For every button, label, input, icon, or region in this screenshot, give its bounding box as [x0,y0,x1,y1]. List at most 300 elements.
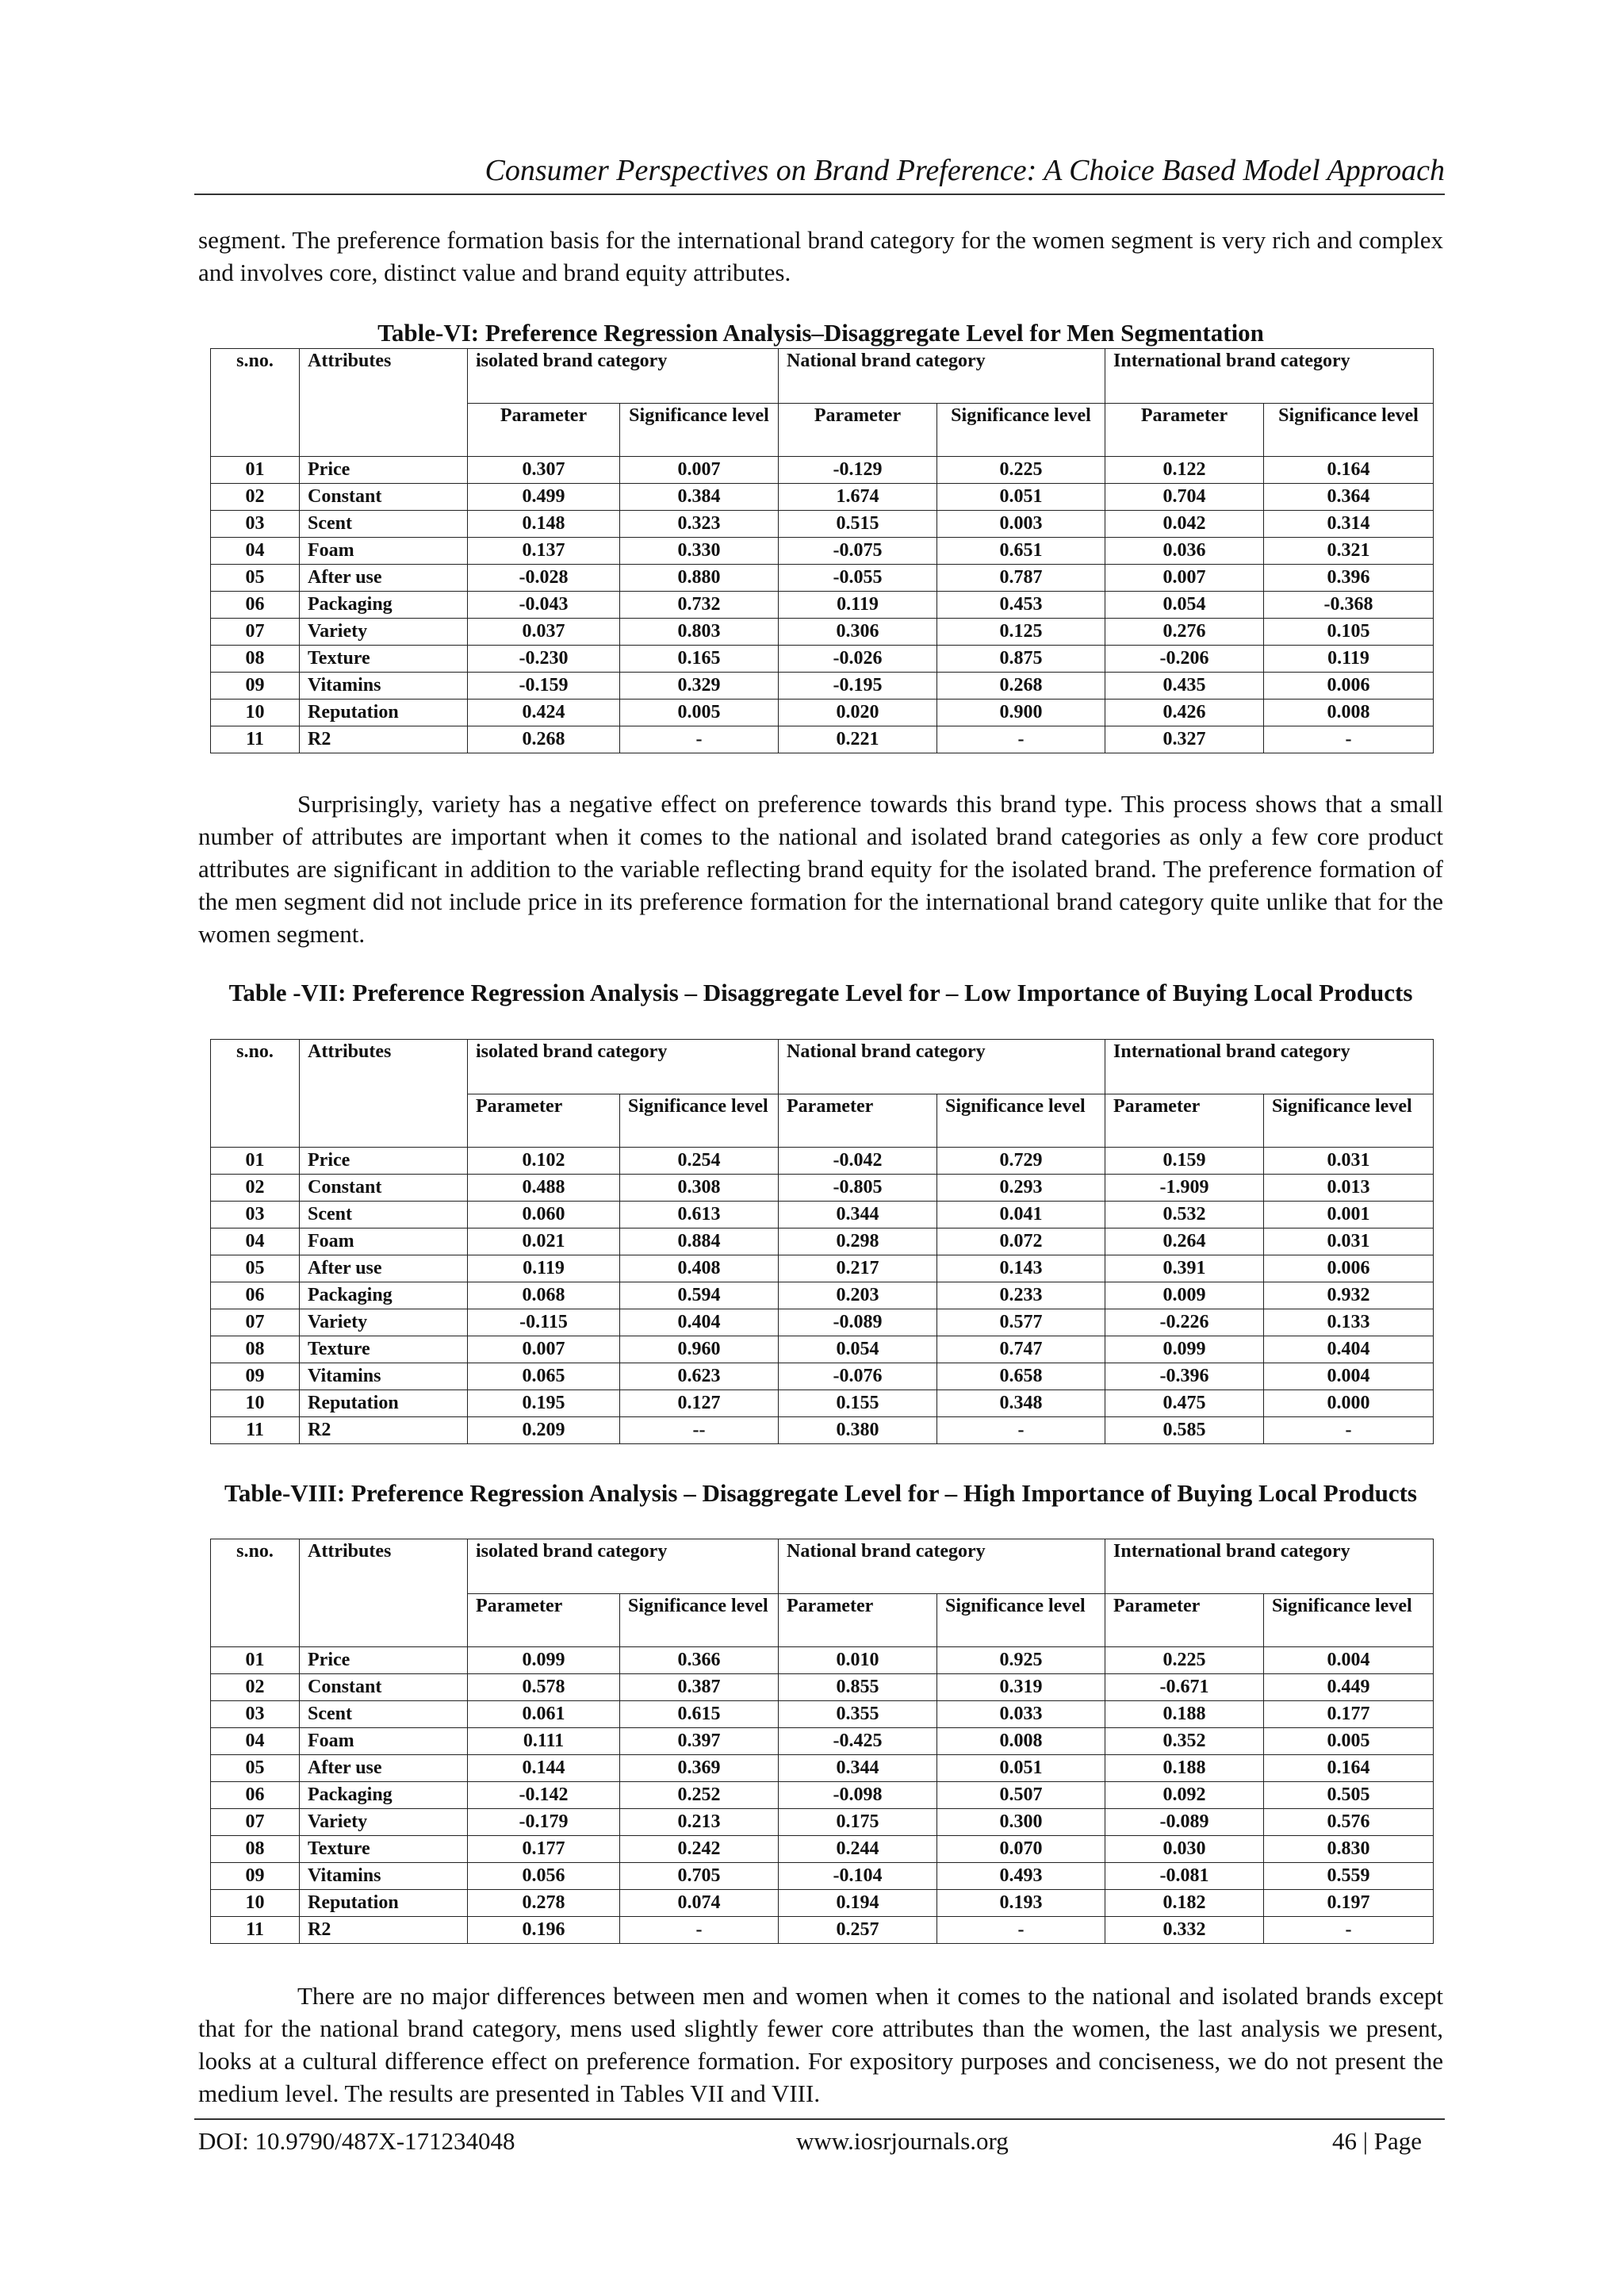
cell-attribute: After use [300,565,468,592]
cell-int-p: 0.042 [1105,511,1264,538]
table-row [211,538,1434,565]
cell-iso-s: 0.308 [620,1175,779,1202]
cell-iso-s: 0.007 [620,457,779,484]
cell-attribute: Packaging [300,1282,468,1309]
header-national-category: National brand category [779,1040,1105,1094]
cell-nat-p: 0.217 [779,1255,937,1282]
cell-iso-s: 0.404 [620,1309,779,1336]
cell-sno: 06 [211,1282,300,1309]
cell-int-s: 0.133 [1264,1309,1434,1336]
cell-nat-s: 0.875 [937,646,1105,673]
cell-sno: 04 [211,538,300,565]
cell-iso-p: 0.177 [468,1836,620,1863]
table-row [211,1175,1434,1202]
cell-int-p: 0.532 [1105,1202,1264,1228]
table-header-row [211,1539,1434,1594]
data-table [210,1039,1434,1444]
cell-sno: 10 [211,1390,300,1417]
cell-nat-s: 0.125 [937,619,1105,646]
cell-iso-s: 0.884 [620,1228,779,1255]
cell-nat-p: 0.203 [779,1282,937,1309]
cell-nat-s: 0.507 [937,1782,1105,1809]
cell-iso-p: 0.195 [468,1390,620,1417]
header-significance-level: Significance level [1264,404,1434,457]
cell-nat-s: 0.225 [937,457,1105,484]
table-row [211,1836,1434,1863]
cell-int-s: 0.197 [1264,1890,1434,1917]
cell-int-s: 0.164 [1264,457,1434,484]
table-row [211,646,1434,673]
cell-nat-s: 0.003 [937,511,1105,538]
cell-iso-p: 0.424 [468,700,620,726]
footer-page-number: 46 | Page [1332,2127,1422,2155]
cell-int-s: 0.001 [1264,1202,1434,1228]
cell-sno: 05 [211,1755,300,1782]
table-row [211,484,1434,511]
cell-sno: 05 [211,565,300,592]
cell-attribute: Variety [300,619,468,646]
header-sno: s.no. [211,349,300,457]
cell-nat-s: 0.651 [937,538,1105,565]
cell-iso-p: 0.037 [468,619,620,646]
cell-sno: 11 [211,1917,300,1944]
footer-website: www.iosrjournals.org [796,2127,1009,2155]
header-parameter: Parameter [468,404,620,457]
cell-nat-p: 0.010 [779,1647,937,1674]
cell-attribute: Foam [300,1728,468,1755]
paragraph-variety-discussion [198,788,1443,950]
header-parameter: Parameter [779,1594,937,1647]
cell-nat-p: 0.175 [779,1809,937,1836]
cell-int-p: 0.435 [1105,673,1264,700]
table-row [211,1728,1434,1755]
cell-sno: 01 [211,457,300,484]
cell-nat-s: 0.051 [937,1755,1105,1782]
header-parameter: Parameter [468,1594,620,1647]
cell-sno: 03 [211,1202,300,1228]
cell-int-s: 0.005 [1264,1728,1434,1755]
cell-int-p: 0.122 [1105,457,1264,484]
header-attributes: Attributes [300,1040,468,1148]
cell-int-p: 0.276 [1105,619,1264,646]
cell-int-p: 0.585 [1105,1417,1264,1444]
cell-nat-s: 0.319 [937,1674,1105,1701]
cell-nat-s: 0.577 [937,1309,1105,1336]
cell-nat-p: -0.075 [779,538,937,565]
cell-sno: 07 [211,1809,300,1836]
cell-nat-p: -0.805 [779,1175,937,1202]
cell-int-s: 0.031 [1264,1148,1434,1175]
cell-nat-p: 0.355 [779,1701,937,1728]
header-isolated-category: isolated brand category [468,349,779,404]
cell-iso-p: 0.065 [468,1363,620,1390]
cell-iso-p: 0.021 [468,1228,620,1255]
cell-sno: 09 [211,1363,300,1390]
cell-nat-s: 0.658 [937,1363,1105,1390]
cell-sno: 06 [211,592,300,619]
cell-int-s: 0.321 [1264,538,1434,565]
cell-attribute: Texture [300,1336,468,1363]
cell-iso-s: - [620,726,779,753]
header-attributes: Attributes [300,1539,468,1647]
table-row [211,1782,1434,1809]
cell-int-p: -0.396 [1105,1363,1264,1390]
cell-int-p: -0.089 [1105,1809,1264,1836]
cell-int-p: 0.475 [1105,1390,1264,1417]
cell-iso-p: 0.111 [468,1728,620,1755]
cell-int-s: 0.164 [1264,1755,1434,1782]
cell-attribute: Price [300,457,468,484]
header-significance-level: Significance level [1264,1094,1434,1148]
cell-attribute: Texture [300,646,468,673]
table-caption: Table -VII: Preference Regression Analysis – Disaggregate Level for – Low Importance of Buying Local Products [228,979,1413,1006]
cell-iso-s: 0.127 [620,1390,779,1417]
cell-iso-s: 0.732 [620,592,779,619]
cell-int-p: 0.099 [1105,1336,1264,1363]
cell-iso-s: 0.242 [620,1836,779,1863]
cell-sno: 03 [211,511,300,538]
cell-iso-p: -0.179 [468,1809,620,1836]
cell-sno: 11 [211,726,300,753]
header-parameter: Parameter [1105,1094,1264,1148]
cell-iso-s: 0.623 [620,1363,779,1390]
paragraph-intro: segment. The preference formation basis for the international brand category for the women segment is very rich and complex and involves core, distinct value and brand equity attributes. [198,226,1443,286]
cell-nat-p: 0.855 [779,1674,937,1701]
table-row [211,1890,1434,1917]
cell-iso-p: -0.115 [468,1309,620,1336]
cell-iso-s: 0.613 [620,1202,779,1228]
data-table [210,1539,1434,1944]
cell-int-s: 0.119 [1264,646,1434,673]
cell-sno: 10 [211,1890,300,1917]
cell-iso-p: 0.061 [468,1701,620,1728]
cell-nat-p: 0.054 [779,1336,937,1363]
table-row [211,700,1434,726]
cell-int-p: 0.007 [1105,565,1264,592]
cell-iso-s: 0.594 [620,1282,779,1309]
cell-int-p: 0.332 [1105,1917,1264,1944]
header-sno: s.no. [211,1539,300,1647]
cell-nat-p: -0.089 [779,1309,937,1336]
cell-attribute: Constant [300,1674,468,1701]
paragraph-text: There are no major differences between men and women when it comes to the national and isolated brands except that for the national brand category, mens used slightly fewer core attributes than the women, the last analysis we present, looks at a cultural difference effect on preference formation. For expository purposes and conciseness, we do not present the medium level. The results are presented in Tables VII and VIII. [198,1982,1443,2107]
header-international-category: International brand category [1105,349,1434,404]
table-row [211,1674,1434,1701]
header-significance-level: Significance level [937,1094,1105,1148]
header-significance-level: Significance level [620,1594,779,1647]
cell-int-s: 0.006 [1264,1255,1434,1282]
header-parameter: Parameter [779,404,937,457]
cell-attribute: Variety [300,1809,468,1836]
cell-nat-s: 0.348 [937,1390,1105,1417]
cell-iso-s: 0.005 [620,700,779,726]
cell-iso-p: 0.307 [468,457,620,484]
cell-nat-p: -0.098 [779,1782,937,1809]
table-caption: Table-VI: Preference Regression Analysis–Disaggregate Level for Men Segmentation [377,319,1264,347]
cell-iso-p: 0.068 [468,1282,620,1309]
cell-iso-p: 0.102 [468,1148,620,1175]
cell-attribute: After use [300,1755,468,1782]
table-row [211,673,1434,700]
cell-nat-s: 0.729 [937,1148,1105,1175]
cell-nat-s: 0.143 [937,1255,1105,1282]
cell-iso-s: 0.960 [620,1336,779,1363]
cell-nat-p: 1.674 [779,484,937,511]
header-attributes: Attributes [300,349,468,457]
cell-sno: 08 [211,646,300,673]
footer-doi: DOI: 10.9790/487X-171234048 [198,2127,515,2155]
header-national-category: National brand category [779,349,1105,404]
cell-iso-p: 0.137 [468,538,620,565]
cell-sno: 11 [211,1417,300,1444]
cell-int-s: 0.449 [1264,1674,1434,1701]
table-header-row [211,349,1434,404]
cell-attribute: Price [300,1148,468,1175]
cell-nat-p: -0.425 [779,1728,937,1755]
cell-int-s: 0.314 [1264,511,1434,538]
cell-attribute: R2 [300,1417,468,1444]
cell-int-p: 0.327 [1105,726,1264,753]
cell-int-p: -0.081 [1105,1863,1264,1890]
table-row [211,726,1434,753]
cell-nat-p: 0.221 [779,726,937,753]
cell-sno: 09 [211,673,300,700]
cell-iso-p: 0.499 [468,484,620,511]
header-isolated-category: isolated brand category [468,1040,779,1094]
header-parameter: Parameter [779,1094,937,1148]
cell-iso-s: 0.213 [620,1809,779,1836]
cell-nat-s: 0.051 [937,484,1105,511]
cell-sno: 01 [211,1148,300,1175]
cell-attribute: Variety [300,1309,468,1336]
cell-nat-p: 0.380 [779,1417,937,1444]
cell-nat-p: -0.104 [779,1863,937,1890]
cell-nat-s: 0.268 [937,673,1105,700]
table-row [211,1309,1434,1336]
cell-nat-s: 0.300 [937,1809,1105,1836]
cell-sno: 10 [211,700,300,726]
cell-attribute: Scent [300,511,468,538]
cell-nat-p: -0.195 [779,673,937,700]
cell-iso-p: -0.230 [468,646,620,673]
cell-sno: 04 [211,1728,300,1755]
running-header: Consumer Perspectives on Brand Preference: A Choice Based Model Approach [485,154,1445,187]
cell-iso-p: 0.060 [468,1202,620,1228]
cell-iso-p: 0.099 [468,1647,620,1674]
table-row [211,1390,1434,1417]
cell-attribute: Texture [300,1836,468,1863]
table-row [211,1917,1434,1944]
cell-attribute: Foam [300,538,468,565]
cell-sno: 03 [211,1701,300,1728]
cell-iso-s: 0.408 [620,1255,779,1282]
table-caption: Table-VIII: Preference Regression Analysis – Disaggregate Level for – High Importance of Buying Local Products [224,1479,1417,1507]
cell-int-p: 0.036 [1105,538,1264,565]
cell-iso-s: 0.329 [620,673,779,700]
cell-nat-s: 0.033 [937,1701,1105,1728]
cell-sno: 07 [211,1309,300,1336]
cell-int-p: 0.264 [1105,1228,1264,1255]
cell-iso-p: 0.268 [468,726,620,753]
cell-nat-p: 0.155 [779,1390,937,1417]
cell-sno: 08 [211,1836,300,1863]
cell-nat-s: 0.493 [937,1863,1105,1890]
cell-nat-p: 0.244 [779,1836,937,1863]
cell-sno: 02 [211,484,300,511]
cell-iso-s: 0.254 [620,1148,779,1175]
cell-int-p: 0.391 [1105,1255,1264,1282]
cell-attribute: Reputation [300,1390,468,1417]
paragraph-text: Surprisingly, variety has a negative effect on preference towards this brand type. This process shows that a small number of attributes are important when it comes to the national and isolated brand categories as only a few core product attributes are significant in addition to the variable reflecting brand equity for the isolated brand. The preference formation of the men segment did not include price in its preference formation for the international brand category quite unlike that for the women segment. [198,790,1443,948]
header-international-category: International brand category [1105,1539,1434,1594]
cell-nat-s: - [937,1917,1105,1944]
cell-int-p: 0.159 [1105,1148,1264,1175]
cell-int-s: -0.368 [1264,592,1434,619]
cell-nat-s: 0.925 [937,1647,1105,1674]
table-row [211,1148,1434,1175]
cell-int-s: 0.105 [1264,619,1434,646]
cell-iso-s: 0.880 [620,565,779,592]
cell-iso-p: 0.578 [468,1674,620,1701]
table-row [211,1863,1434,1890]
cell-nat-p: 0.298 [779,1228,937,1255]
cell-int-s: 0.364 [1264,484,1434,511]
cell-nat-s: 0.293 [937,1175,1105,1202]
cell-int-s: 0.177 [1264,1701,1434,1728]
cell-int-s: 0.004 [1264,1647,1434,1674]
cell-int-s: 0.008 [1264,700,1434,726]
cell-nat-p: -0.129 [779,457,937,484]
cell-nat-s: 0.233 [937,1282,1105,1309]
cell-iso-p: 0.007 [468,1336,620,1363]
cell-attribute: Vitamins [300,1863,468,1890]
cell-int-s: 0.932 [1264,1282,1434,1309]
cell-int-p: 0.225 [1105,1647,1264,1674]
cell-int-s: 0.396 [1264,565,1434,592]
cell-iso-p: -0.043 [468,592,620,619]
cell-attribute: Packaging [300,592,468,619]
cell-iso-p: -0.159 [468,673,620,700]
cell-iso-s: 0.323 [620,511,779,538]
cell-int-p: 0.054 [1105,592,1264,619]
cell-iso-p: -0.142 [468,1782,620,1809]
cell-iso-p: -0.028 [468,565,620,592]
cell-iso-s: 0.397 [620,1728,779,1755]
footer-divider [194,2118,1445,2120]
cell-int-s: - [1264,1917,1434,1944]
cell-sno: 02 [211,1175,300,1202]
cell-sno: 06 [211,1782,300,1809]
cell-nat-s: - [937,1417,1105,1444]
header-isolated-category: isolated brand category [468,1539,779,1594]
table-row [211,1417,1434,1444]
table-row [211,1202,1434,1228]
cell-sno: 01 [211,1647,300,1674]
header-significance-level: Significance level [937,404,1105,457]
cell-nat-s: 0.072 [937,1228,1105,1255]
cell-nat-p: 0.020 [779,700,937,726]
cell-int-p: -1.909 [1105,1175,1264,1202]
cell-iso-s: 0.165 [620,646,779,673]
table-row [211,619,1434,646]
cell-sno: 09 [211,1863,300,1890]
table-row [211,1701,1434,1728]
table-row [211,565,1434,592]
cell-iso-s: 0.803 [620,619,779,646]
cell-int-p: -0.206 [1105,646,1264,673]
cell-attribute: Reputation [300,700,468,726]
cell-int-s: 0.505 [1264,1782,1434,1809]
cell-nat-p: 0.306 [779,619,937,646]
cell-iso-p: 0.056 [468,1863,620,1890]
cell-nat-s: - [937,726,1105,753]
table-row [211,1755,1434,1782]
cell-nat-p: 0.515 [779,511,937,538]
cell-iso-s: 0.369 [620,1755,779,1782]
header-significance-level: Significance level [620,1094,779,1148]
cell-nat-p: -0.042 [779,1148,937,1175]
cell-sno: 07 [211,619,300,646]
cell-nat-s: 0.787 [937,565,1105,592]
header-sno: s.no. [211,1040,300,1148]
cell-nat-p: 0.194 [779,1890,937,1917]
table-row [211,1255,1434,1282]
cell-iso-s: -- [620,1417,779,1444]
cell-iso-p: 0.196 [468,1917,620,1944]
cell-int-s: 0.004 [1264,1363,1434,1390]
cell-nat-s: 0.747 [937,1336,1105,1363]
table-row [211,1336,1434,1363]
cell-iso-p: 0.119 [468,1255,620,1282]
header-international-category: International brand category [1105,1040,1434,1094]
cell-sno: 05 [211,1255,300,1282]
table-row [211,592,1434,619]
cell-nat-s: 0.900 [937,700,1105,726]
cell-attribute: R2 [300,726,468,753]
cell-iso-s: 0.252 [620,1782,779,1809]
cell-attribute: Packaging [300,1782,468,1809]
paragraph-conclusion [198,1980,1443,2110]
cell-int-s: 0.031 [1264,1228,1434,1255]
cell-int-s: 0.576 [1264,1809,1434,1836]
cell-int-p: 0.704 [1105,484,1264,511]
cell-int-s: 0.559 [1264,1863,1434,1890]
cell-iso-s: 0.074 [620,1890,779,1917]
cell-int-p: 0.188 [1105,1755,1264,1782]
cell-int-s: 0.404 [1264,1336,1434,1363]
header-divider [194,194,1445,195]
cell-nat-p: -0.076 [779,1363,937,1390]
cell-nat-p: 0.344 [779,1755,937,1782]
cell-nat-s: 0.041 [937,1202,1105,1228]
cell-nat-s: 0.193 [937,1890,1105,1917]
cell-iso-p: 0.488 [468,1175,620,1202]
table-row [211,1363,1434,1390]
cell-attribute: Foam [300,1228,468,1255]
cell-nat-s: 0.453 [937,592,1105,619]
table-header-row [211,1040,1434,1094]
cell-attribute: Constant [300,484,468,511]
cell-nat-s: 0.070 [937,1836,1105,1863]
cell-iso-s: 0.366 [620,1647,779,1674]
cell-int-p: 0.426 [1105,700,1264,726]
header-significance-level: Significance level [1264,1594,1434,1647]
cell-sno: 08 [211,1336,300,1363]
cell-int-p: 0.030 [1105,1836,1264,1863]
cell-attribute: Vitamins [300,673,468,700]
table-row [211,1282,1434,1309]
cell-iso-s: 0.615 [620,1701,779,1728]
